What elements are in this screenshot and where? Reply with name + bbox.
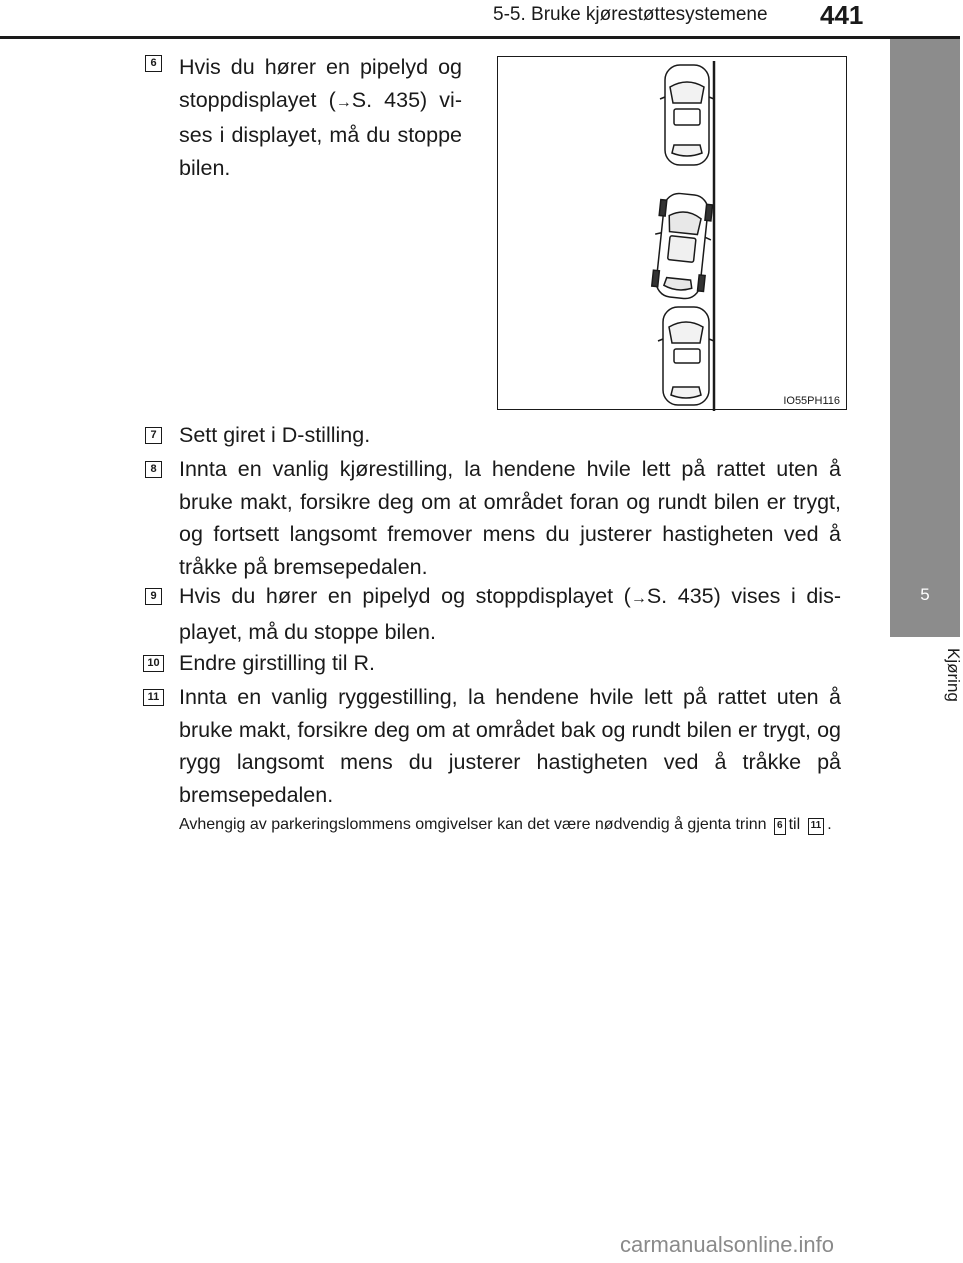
header-rule [0,36,960,39]
step-badge-10: 10 [143,655,164,672]
note-text [179,815,841,835]
maneuvering-car-icon [649,191,716,300]
step-9-text [179,580,841,648]
page-number: 441 [820,0,864,30]
chapter-label: Kjøring [944,648,963,702]
step-badge-11: 11 [143,689,164,706]
note-badge-from: 6 [774,818,786,835]
parked-car-icon [658,307,714,405]
step-7-text: Sett giret i D-stilling. [179,423,371,447]
step-badge-7: 7 [145,427,162,444]
note-text-before: Avhengig av parkeringslommens omgivelser kan det være nødvendig å gjenta trinn [179,816,767,833]
step-9-text-a: Hvis du hører en pipelyd og stoppdisplayet ( [179,584,631,608]
figure-code: IO55PH116 [783,395,840,407]
step-9-text-b: S. 435) vises i dis-playet, må du stoppe bilen. [179,584,841,644]
arrow-right-icon: → [335,93,352,111]
step-6-text [179,51,462,184]
section-title: 5-5. Bruke kjørestøttesystemene [493,4,768,25]
parking-diagram [498,57,848,411]
step-8-text: Innta en vanlig kjørestilling, la hendene hvile lett på rattet uten å bruke makt, forsikre deg om at området foran og rundt bilen er trygt, og fortsett langsomt fremover mens du justerer hastigheten ved å tråkke på bremsepedalen. [179,457,841,579]
step-10-text: Endre girstilling til R. [179,651,375,675]
arrow-right-icon: → [630,590,647,607]
footer-watermark: carmanualsonline.info [620,1232,835,1257]
step-badge-8: 8 [145,461,162,478]
parking-illustration [497,56,847,410]
chapter-number: 5 [920,585,930,604]
step-badge-6: 6 [145,55,162,72]
step-11-text: Innta en vanlig ryggestilling, la hendene hvile lett på rattet uten å bruke makt, forsikre deg om at området bak og rundt bilen er trygt, og rygg langsomt mens du justerer hastigheten ved å tråkke på bremsepedalen. [179,685,841,807]
step-6-text-b: S. 435) vi-ses i displayet, må du stoppe bilen. [179,87,462,180]
note-text-middle: til [788,816,801,833]
step-badge-9: 9 [145,588,162,605]
note-text-after: . [827,816,832,833]
chapter-tab [890,39,960,637]
parked-car-icon [660,65,714,165]
note-badge-to: 11 [808,818,825,835]
step-6-text-a: Hvis du hører en pipelyd og stoppdisplayet ( [179,55,462,112]
